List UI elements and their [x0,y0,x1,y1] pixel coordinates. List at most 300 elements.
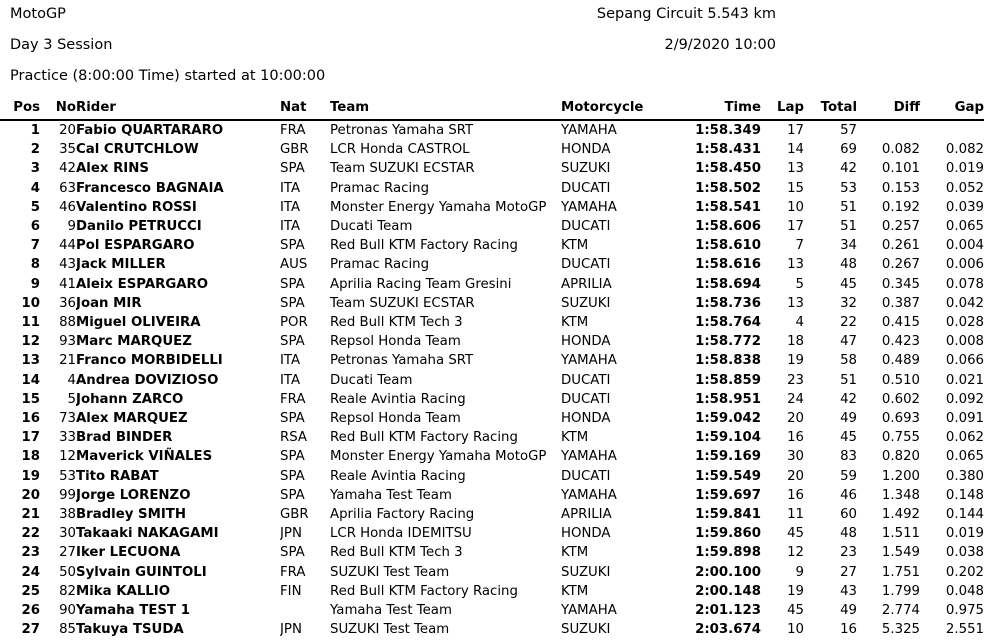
cell-lap: 7 [795,238,804,254]
cell-pos: 25 [21,583,40,599]
cell-no: 99 [59,487,76,503]
cell-diff: 0.820 [881,449,920,465]
cell-time: 1:59.860 [695,526,761,542]
results-table [0,100,984,639]
cell-gap: 0.038 [945,545,984,561]
column-header-time[interactable]: Time [681,100,761,120]
cell-team: Repsol Honda Team [330,411,461,427]
cell-time: 1:58.772 [695,334,761,350]
table-row[interactable] [0,255,984,274]
cell-total: 16 [840,622,857,638]
cell-lap: 30 [787,449,804,465]
cell-pos: 7 [30,238,40,254]
cell-no: 42 [59,161,76,177]
table-row[interactable] [0,179,984,198]
cell-moto: KTM [561,583,589,599]
cell-diff: 0.423 [881,334,920,350]
cell-team: Team SUZUKI ECSTAR [330,295,475,311]
cell-time: 1:58.694 [695,276,761,292]
cell-total: 51 [840,219,857,235]
cell-moto: SUZUKI [561,564,611,580]
cell-diff: 5.325 [881,622,920,638]
cell-no: 27 [59,545,76,561]
cell-moto: APRILIA [561,507,612,523]
cell-rider: Brad BINDER [76,430,173,446]
cell-team: LCR Honda IDEMITSU [330,526,472,542]
table-row[interactable] [0,332,984,351]
cell-time: 1:58.450 [695,161,761,177]
cell-moto: YAMAHA [561,199,617,215]
table-row[interactable] [0,120,984,140]
cell-diff: 1.348 [881,487,920,503]
table-row[interactable] [0,371,984,390]
cell-moto: YAMAHA [561,123,617,138]
cell-moto: KTM [561,430,589,446]
table-row[interactable] [0,390,984,409]
cell-rider: Francesco BAGNAIA [76,180,224,196]
cell-pos: 10 [21,295,40,311]
table-header-row [0,100,984,120]
cell-time: 1:59.841 [695,507,761,523]
table-row[interactable] [0,447,984,466]
table-row[interactable] [0,620,984,639]
cell-diff: 0.693 [881,411,920,427]
cell-pos: 16 [21,411,40,427]
cell-total: 32 [840,295,857,311]
cell-total: 48 [840,526,857,542]
cell-gap: 0.062 [945,430,984,446]
cell-total: 42 [840,391,857,407]
cell-pos: 26 [21,603,40,619]
cell-team: Team SUZUKI ECSTAR [330,161,475,177]
cell-pos: 8 [30,257,40,273]
cell-moto: DUCATI [561,257,611,273]
cell-pos: 14 [21,372,40,388]
cell-diff: 1.492 [881,507,920,523]
cell-rider: Jack MILLER [76,257,166,273]
cell-pos: 5 [30,199,40,215]
cell-nat: SPA [280,545,305,561]
session-datetime: 2/9/2020 10:00 [664,37,776,53]
cell-team: Red Bull KTM Tech 3 [330,545,463,561]
table-row[interactable] [0,563,984,582]
cell-diff: 1.549 [881,545,920,561]
cell-no: 46 [59,199,76,215]
cell-total: 42 [840,161,857,177]
cell-lap: 12 [787,545,804,561]
table-row[interactable] [0,486,984,505]
cell-nat: FIN [280,583,302,599]
cell-team: LCR Honda CASTROL [330,142,470,158]
cell-total: 47 [840,334,857,350]
table-row[interactable] [0,467,984,486]
cell-team: Red Bull KTM Factory Racing [330,430,518,446]
cell-moto: APRILIA [561,276,612,292]
cell-lap: 16 [787,430,804,446]
cell-time: 1:58.859 [695,372,761,388]
table-row[interactable] [0,198,984,217]
cell-gap: 0.066 [945,353,984,369]
cell-no: 33 [59,430,76,446]
cell-moto: DUCATI [561,372,611,388]
cell-no: 85 [59,622,76,638]
cell-no: 35 [59,142,76,158]
cell-rider: Takuya TSUDA [76,622,184,638]
cell-nat: ITA [280,353,301,369]
cell-diff: 0.267 [881,257,920,273]
cell-rider: Pol ESPARGARO [76,238,195,254]
cell-total: 43 [840,583,857,599]
cell-moto: DUCATI [561,468,611,484]
cell-pos: 6 [30,219,40,235]
cell-moto: DUCATI [561,219,611,235]
cell-pos: 22 [21,526,40,542]
cell-total: 45 [840,430,857,446]
series-title: MotoGP [10,6,66,22]
cell-gap: 0.019 [945,161,984,177]
cell-no: 93 [59,334,76,350]
cell-nat: SPA [280,238,305,254]
cell-gap: 0.078 [945,276,984,292]
cell-diff [857,120,920,140]
cell-team: Reale Avintia Racing [330,468,466,484]
column-header-total[interactable]: Total [804,100,857,120]
cell-no: 36 [59,295,76,311]
cell-gap: 0.091 [945,411,984,427]
cell-rider: Joan MIR [76,295,142,311]
cell-rider: Alex MARQUEZ [76,411,188,427]
cell-no: 50 [59,564,76,580]
table-row[interactable] [0,140,984,159]
cell-gap: 0.021 [945,372,984,388]
cell-time: 1:59.549 [695,468,761,484]
column-header-lap[interactable]: Lap [761,100,804,120]
cell-team: Ducati Team [330,372,413,388]
table-row[interactable] [0,409,984,428]
cell-time: 2:00.148 [695,583,761,599]
cell-diff: 0.257 [881,219,920,235]
cell-time: 1:59.169 [695,449,761,465]
cell-diff: 0.153 [881,180,920,196]
cell-nat: FRA [280,123,306,138]
cell-lap: 13 [787,295,804,311]
cell-nat: ITA [280,372,301,388]
cell-gap: 0.202 [945,564,984,580]
column-header-rider[interactable]: Rider [76,100,280,120]
cell-team: Repsol Honda Team [330,334,461,350]
cell-diff: 0.387 [881,295,920,311]
cell-total: 53 [840,180,857,196]
cell-total: 22 [840,315,857,331]
cell-gap: 0.065 [945,219,984,235]
cell-team: Red Bull KTM Factory Racing [330,238,518,254]
table-row[interactable] [0,543,984,562]
cell-gap: 0.028 [945,315,984,331]
cell-pos: 12 [21,334,40,350]
cell-time: 1:58.431 [695,142,761,158]
cell-total: 49 [840,411,857,427]
session-day-label: Day 3 Session [10,37,113,53]
cell-moto: KTM [561,238,589,254]
cell-diff: 0.510 [881,372,920,388]
cell-time: 1:58.606 [695,219,761,235]
cell-rider: Alex RINS [76,161,149,177]
cell-rider: Yamaha TEST 1 [76,603,190,619]
cell-diff: 1.200 [881,468,920,484]
cell-lap: 17 [787,219,804,235]
cell-moto: SUZUKI [561,622,611,638]
cell-gap: 0.006 [945,257,984,273]
cell-pos: 23 [21,545,40,561]
cell-time: 1:58.616 [695,257,761,273]
cell-moto: SUZUKI [561,161,611,177]
cell-team: Ducati Team [330,219,413,235]
cell-total: 45 [840,276,857,292]
cell-no: 4 [67,372,76,388]
cell-pos: 17 [21,430,40,446]
cell-team: Pramac Racing [330,257,430,273]
cell-total: 59 [840,468,857,484]
table-row[interactable] [0,313,984,332]
table-row[interactable] [0,524,984,543]
cell-total: 69 [840,142,857,158]
cell-no: 63 [59,180,76,196]
cell-lap: 23 [787,372,804,388]
cell-moto: DUCATI [561,180,611,196]
cell-moto: HONDA [561,526,611,542]
cell-nat: SPA [280,161,305,177]
cell-nat: RSA [280,430,308,446]
cell-rider: Cal CRUTCHLOW [76,142,199,158]
cell-total: 23 [840,545,857,561]
table-row[interactable] [0,159,984,178]
cell-lap: 4 [795,315,804,331]
cell-moto: SUZUKI [561,295,611,311]
cell-gap: 0.092 [945,391,984,407]
cell-lap: 5 [795,276,804,292]
cell-lap: 14 [787,142,804,158]
cell-nat: SPA [280,468,305,484]
cell-total: 83 [840,449,857,465]
cell-diff: 1.751 [881,564,920,580]
cell-time: 1:58.736 [695,295,761,311]
cell-time: 2:01.123 [695,603,761,619]
cell-gap: 0.008 [945,334,984,350]
cell-nat: GBR [280,507,309,523]
cell-total: 27 [840,564,857,580]
cell-pos: 18 [21,449,40,465]
cell-lap: 16 [787,487,804,503]
cell-nat: ITA [280,219,301,235]
cell-gap: 0.975 [945,603,984,619]
cell-diff: 0.101 [881,161,920,177]
column-header-nat[interactable]: Nat [280,100,330,120]
cell-lap: 45 [787,603,804,619]
cell-team: SUZUKI Test Team [330,564,450,580]
cell-total: 34 [840,238,857,254]
cell-nat: ITA [280,180,301,196]
column-header-motorcycle[interactable]: Motorcycle [561,100,681,120]
table-row[interactable] [0,351,984,370]
table-row[interactable] [0,275,984,294]
cell-gap: 2.551 [945,622,984,638]
table-row[interactable] [0,217,984,236]
cell-no: 88 [59,315,76,331]
table-row[interactable] [0,428,984,447]
cell-gap: 0.019 [945,526,984,542]
header-row-day [0,35,984,55]
cell-total: 46 [840,487,857,503]
cell-time: 1:58.610 [695,238,761,254]
cell-nat: SPA [280,487,305,503]
cell-rider: Iker LECUONA [76,545,181,561]
cell-pos: 24 [21,564,40,580]
cell-no: 30 [59,526,76,542]
table-row[interactable] [0,294,984,313]
cell-diff: 0.082 [881,142,920,158]
cell-time: 2:00.100 [695,564,761,580]
cell-lap: 18 [787,334,804,350]
cell-moto: YAMAHA [561,449,617,465]
cell-total: 60 [840,507,857,523]
cell-gap: 0.082 [945,142,984,158]
cell-lap: 20 [787,411,804,427]
cell-pos: 13 [21,353,40,369]
cell-lap: 15 [787,180,804,196]
cell-time: 1:58.838 [695,353,761,369]
table-row[interactable] [0,582,984,601]
cell-time: 1:58.541 [695,199,761,215]
cell-gap: 0.042 [945,295,984,311]
cell-no: 82 [59,583,76,599]
cell-team: Red Bull KTM Tech 3 [330,315,463,331]
cell-moto: YAMAHA [561,603,617,619]
cell-diff: 0.602 [881,391,920,407]
cell-pos: 9 [30,276,40,292]
session-info-label: Practice (8:00:00 Time) started at 10:00:00 [10,68,326,84]
cell-pos: 1 [30,123,40,138]
cell-diff: 1.799 [881,583,920,599]
cell-diff: 0.261 [881,238,920,254]
cell-rider: Andrea DOVIZIOSO [76,372,219,388]
cell-team: Aprilia Racing Team Gresini [330,276,512,292]
cell-team: Monster Energy Yamaha MotoGP [330,449,547,465]
cell-lap: 24 [787,391,804,407]
cell-nat: SPA [280,334,305,350]
cell-rider: Danilo PETRUCCI [76,219,202,235]
cell-moto: HONDA [561,334,611,350]
cell-team: Monster Energy Yamaha MotoGP [330,199,547,215]
cell-nat: FRA [280,564,306,580]
header-row-series [0,4,984,24]
cell-nat: GBR [280,142,309,158]
table-body [0,120,984,639]
cell-no: 38 [59,507,76,523]
cell-nat: POR [280,315,308,331]
cell-total: 51 [840,372,857,388]
cell-nat: SPA [280,411,305,427]
cell-lap: 13 [787,161,804,177]
cell-no: 44 [59,238,76,254]
cell-time: 1:59.104 [695,430,761,446]
cell-pos: 15 [21,391,40,407]
cell-time: 1:59.697 [695,487,761,503]
cell-time: 1:59.042 [695,411,761,427]
column-header-no[interactable]: No [40,100,76,120]
column-header-gap[interactable]: Gap [920,100,984,120]
table-row[interactable] [0,505,984,524]
cell-lap: 10 [787,199,804,215]
cell-lap: 9 [795,564,804,580]
cell-no: 53 [59,468,76,484]
cell-rider: Franco MORBIDELLI [76,353,223,369]
cell-gap: 0.004 [945,238,984,254]
cell-no: 41 [59,276,76,292]
cell-time: 1:58.764 [695,315,761,331]
cell-rider: Sylvain GUINTOLI [76,564,207,580]
cell-time: 1:58.349 [695,123,761,138]
cell-no: 43 [59,257,76,273]
cell-moto: KTM [561,545,589,561]
cell-total: 48 [840,257,857,273]
cell-lap: 19 [787,353,804,369]
cell-no: 21 [59,353,76,369]
cell-rider: Bradley SMITH [76,507,187,523]
cell-team: Red Bull KTM Factory Racing [330,583,518,599]
cell-gap: 0.148 [945,487,984,503]
cell-gap: 0.039 [945,199,984,215]
cell-team: Aprilia Factory Racing [330,507,475,523]
table-row[interactable] [0,601,984,620]
cell-moto: YAMAHA [561,353,617,369]
cell-nat: SPA [280,276,305,292]
cell-pos: 19 [21,468,40,484]
cell-pos: 2 [30,142,40,158]
table-row[interactable] [0,236,984,255]
column-header-team[interactable]: Team [330,100,561,120]
cell-lap: 20 [787,468,804,484]
cell-rider: Valentino ROSSI [76,199,197,215]
cell-nat: ITA [280,199,301,215]
cell-pos: 21 [21,507,40,523]
cell-rider: Johann ZARCO [76,391,184,407]
cell-lap: 45 [787,526,804,542]
cell-no: 5 [67,391,76,407]
cell-time: 1:58.951 [695,391,761,407]
cell-rider: Maverick VIÑALES [76,449,213,465]
table-header [0,100,984,120]
cell-diff: 0.345 [881,276,920,292]
cell-pos: 4 [30,180,40,196]
cell-time: 2:03.674 [695,622,761,638]
cell-nat: JPN [280,526,302,542]
cell-team: Petronas Yamaha SRT [330,353,474,369]
column-header-pos[interactable]: Pos [0,100,40,120]
cell-moto: YAMAHA [561,487,617,503]
cell-nat: FRA [280,391,306,407]
cell-no: 9 [67,219,76,235]
header-row-session-info [0,66,984,86]
cell-pos: 11 [21,315,40,331]
cell-lap: 11 [787,507,804,523]
cell-nat: SPA [280,449,305,465]
column-header-diff[interactable]: Diff [857,100,920,120]
cell-diff: 2.774 [881,603,920,619]
circuit-label: Sepang Circuit 5.543 km [596,6,776,22]
cell-no: 90 [59,603,76,619]
cell-diff: 0.489 [881,353,920,369]
cell-team: Reale Avintia Racing [330,391,466,407]
